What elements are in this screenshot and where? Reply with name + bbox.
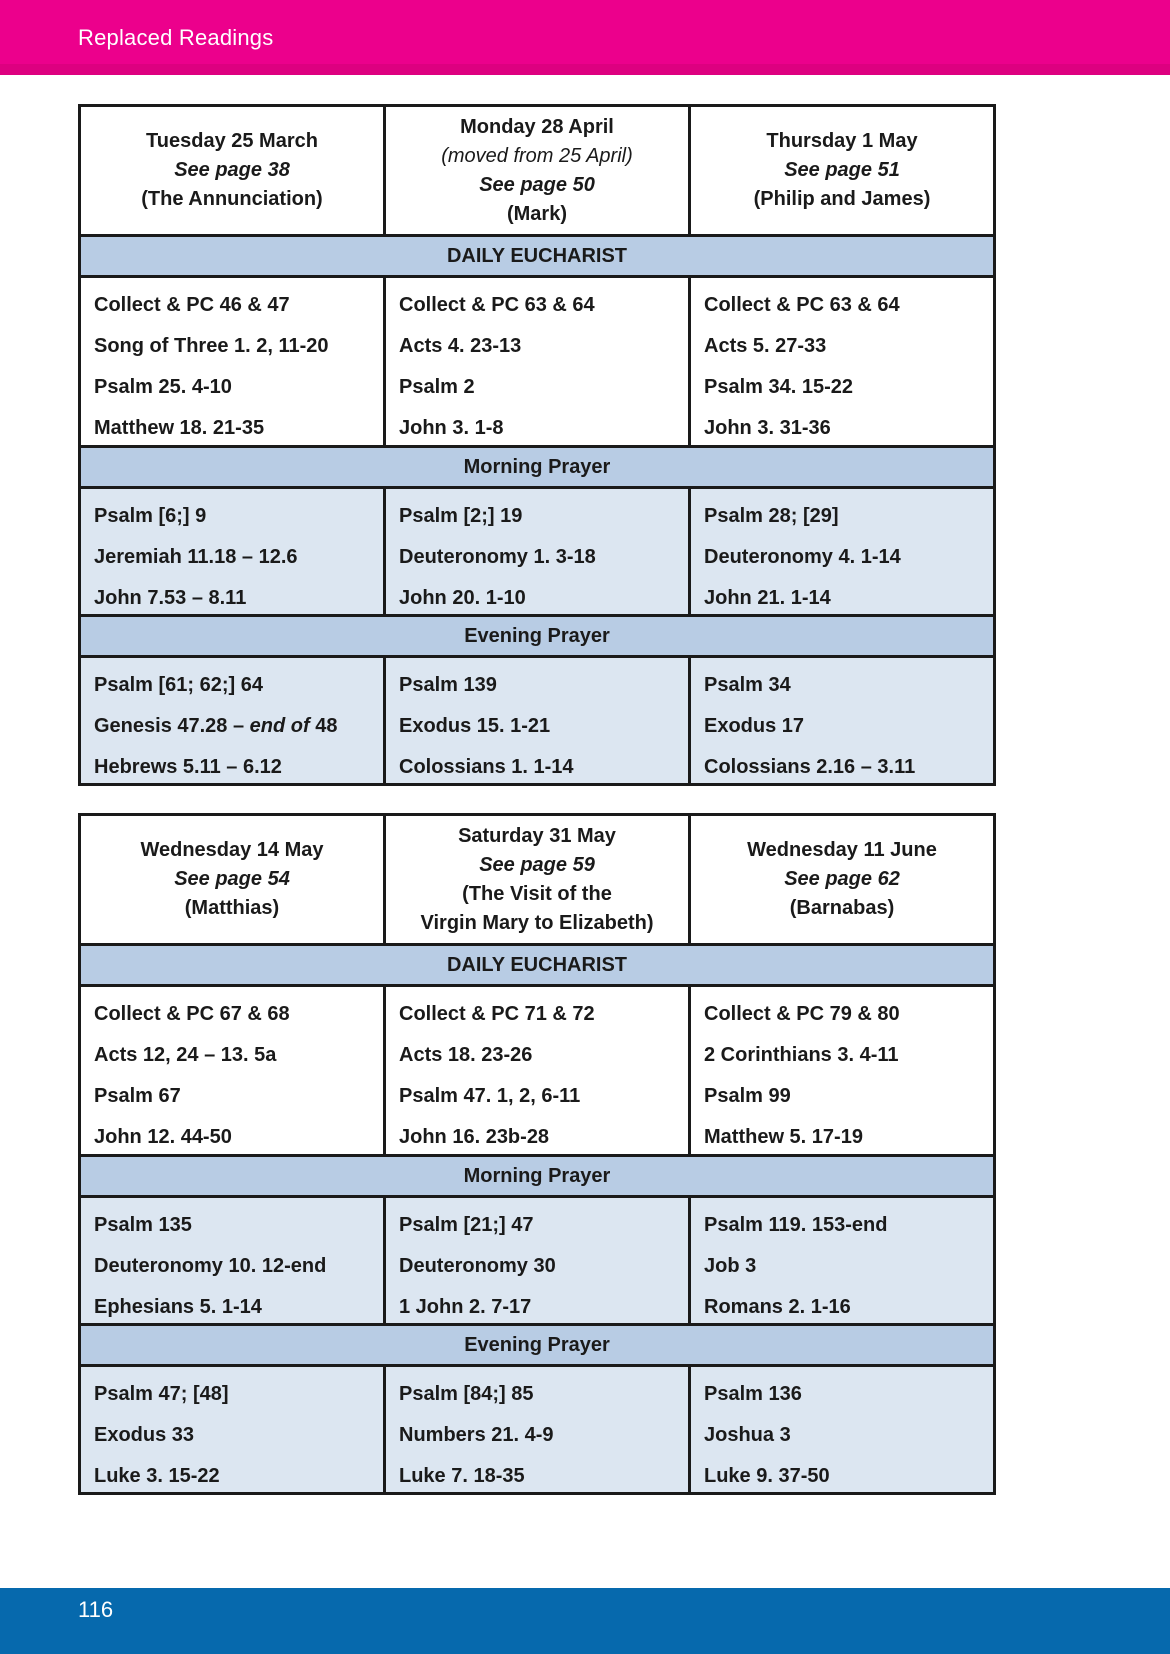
- reading-line: Matthew 18. 21-35: [94, 417, 265, 439]
- reading-line: Song of Three 1. 2, 11-20: [94, 335, 329, 357]
- reading-line: Psalm 28; [29]: [704, 505, 839, 527]
- readings-cell: [688, 987, 993, 1154]
- reading-line: Luke 9. 37-50: [704, 1465, 830, 1487]
- reading-line: Collect & PC 79 & 80: [704, 1003, 900, 1025]
- reading-line: Psalm 139: [399, 674, 497, 696]
- reading-line: Matthew 5. 17-19: [704, 1126, 863, 1148]
- reading-line: Acts 4. 23-13: [399, 335, 522, 357]
- reading-line: Collect & PC 63 & 64: [399, 294, 595, 316]
- reading-line: Acts 5. 27-33: [704, 335, 827, 357]
- reading-line: Luke 3. 15-22: [94, 1465, 220, 1487]
- reading-line: John 20. 1-10: [399, 587, 526, 609]
- section-row-evening-prayer: [81, 1364, 993, 1492]
- readings-cell: [81, 1198, 383, 1323]
- reading-line: John 3. 31-36: [704, 417, 831, 439]
- reading-line: Psalm 99: [704, 1085, 791, 1107]
- readings-cell: [81, 987, 383, 1154]
- reading-line: 1 John 2. 7-17: [399, 1296, 532, 1318]
- reading-line: John 7.53 – 8.11: [94, 587, 247, 609]
- readings-cell: [688, 278, 993, 445]
- readings-table-2: [78, 813, 996, 1495]
- section-band-morning-prayer: Morning Prayer: [81, 1154, 993, 1195]
- column-header: [81, 816, 383, 943]
- reading-line: Collect & PC 67 & 68: [94, 1003, 290, 1025]
- column-header: [688, 816, 993, 943]
- column-feast: (Matthias): [184, 897, 280, 919]
- section-row-morning-prayer: [81, 486, 993, 614]
- column-header: [81, 107, 383, 234]
- reading-line: Hebrews 5.11 – 6.12: [94, 756, 282, 778]
- readings-cell: [383, 987, 688, 1154]
- reading-line: Psalm 135: [94, 1214, 192, 1236]
- column-feast: (Mark): [506, 202, 567, 225]
- section-band-daily-eucharist: DAILY EUCHARIST: [81, 943, 993, 984]
- readings-cell: [383, 658, 688, 783]
- reading-line: Psalm 34: [704, 674, 791, 696]
- readings-cell: [81, 658, 383, 783]
- table-header-row: [81, 107, 993, 234]
- column-date: Wednesday 11 June: [747, 839, 937, 861]
- reading-line: Genesis 47.28 – end of 48: [94, 715, 338, 737]
- reading-line: Job 3: [704, 1255, 757, 1277]
- reading-line: Romans 2. 1-16: [704, 1296, 851, 1318]
- reading-line: Collect & PC 63 & 64: [704, 294, 900, 316]
- reading-line: Luke 7. 18-35: [399, 1465, 525, 1487]
- column-see-page: See page 50: [479, 173, 595, 196]
- section-row-morning-prayer: [81, 1195, 993, 1323]
- column-see-page: See page 54: [174, 868, 290, 890]
- section-band-evening-prayer: Evening Prayer: [81, 614, 993, 655]
- reading-line: Deuteronomy 30: [399, 1255, 556, 1277]
- reading-line: John 3. 1-8: [399, 417, 504, 439]
- column-date: Thursday 1 May: [766, 130, 918, 152]
- reading-line: Psalm [6;] 9: [94, 505, 207, 527]
- column-moved-note: (moved from 25 April): [441, 144, 633, 167]
- readings-cell: [688, 489, 993, 614]
- readings-cell: [383, 489, 688, 614]
- readings-cell: [81, 489, 383, 614]
- readings-cell: [81, 1367, 383, 1492]
- readings-cell: [688, 1367, 993, 1492]
- readings-cell: [688, 1198, 993, 1323]
- section-row-daily-eucharist: [81, 984, 993, 1154]
- reading-line: Psalm [84;] 85: [399, 1383, 534, 1405]
- section-band-evening-prayer: Evening Prayer: [81, 1323, 993, 1364]
- reading-line: John 21. 1-14: [704, 587, 831, 609]
- reading-line: Exodus 33: [94, 1424, 195, 1446]
- column-feast: (The Visit of the Virgin Mary to Elizabeth): [420, 882, 654, 934]
- column-see-page: See page 38: [174, 159, 290, 181]
- readings-cell: [81, 278, 383, 445]
- reading-line: Deuteronomy 4. 1-14: [704, 546, 901, 568]
- readings-cell: [383, 1198, 688, 1323]
- reading-line: Psalm 2: [399, 376, 475, 398]
- readings-cell: [688, 658, 993, 783]
- reading-line: Acts 18. 23-26: [399, 1044, 533, 1066]
- section-row-daily-eucharist: [81, 275, 993, 445]
- section-row-evening-prayer: [81, 655, 993, 783]
- column-header: [383, 107, 688, 234]
- reading-line: Psalm 136: [704, 1383, 802, 1405]
- column-feast: (The Annunciation): [141, 188, 323, 210]
- reading-line: Psalm 34. 15-22: [704, 376, 853, 398]
- column-feast: (Barnabas): [789, 897, 895, 919]
- reading-line: Psalm 47; [48]: [94, 1383, 229, 1405]
- reading-line: Psalm [61; 62;] 64: [94, 674, 263, 696]
- column-date: Monday 28 April: [460, 115, 614, 138]
- reading-line: Acts 12, 24 – 13. 5a: [94, 1044, 277, 1066]
- page-footer-bar: [0, 1588, 1170, 1654]
- page-title: Replaced Readings: [78, 24, 274, 50]
- reading-line: Joshua 3: [704, 1424, 791, 1446]
- reading-line: Psalm [21;] 47: [399, 1214, 534, 1236]
- reading-line: Psalm 119. 153-end: [704, 1214, 888, 1236]
- reading-line: Psalm 47. 1, 2, 6-11: [399, 1085, 581, 1107]
- reading-line: Psalm [2;] 19: [399, 505, 523, 527]
- readings-cell: [383, 278, 688, 445]
- section-band-daily-eucharist: DAILY EUCHARIST: [81, 234, 993, 275]
- section-band-morning-prayer: Morning Prayer: [81, 445, 993, 486]
- reading-line: Ephesians 5. 1-14: [94, 1296, 262, 1318]
- reading-line: Jeremiah 11.18 – 12.6: [94, 546, 298, 568]
- column-see-page: See page 62: [784, 868, 900, 890]
- reading-line: Exodus 17: [704, 715, 805, 737]
- column-header: [383, 816, 688, 943]
- reading-line: Psalm 67: [94, 1085, 181, 1107]
- column-see-page: See page 59: [479, 853, 595, 876]
- reading-line: Collect & PC 46 & 47: [94, 294, 290, 316]
- reading-line: Exodus 15. 1-21: [399, 715, 551, 737]
- reading-line: Colossians 2.16 – 3.11: [704, 756, 916, 778]
- readings-cell: [383, 1367, 688, 1492]
- reading-line: Collect & PC 71 & 72: [399, 1003, 595, 1025]
- column-date: Wednesday 14 May: [140, 839, 324, 861]
- page-header-bar: [0, 0, 1170, 75]
- reading-line: Deuteronomy 1. 3-18: [399, 546, 596, 568]
- reading-line: John 16. 23b-28: [399, 1126, 550, 1148]
- table-header-row: [81, 816, 993, 943]
- reading-line: John 12. 44-50: [94, 1126, 232, 1148]
- reading-line: Numbers 21. 4-9: [399, 1424, 554, 1446]
- column-date: Tuesday 25 March: [146, 130, 318, 152]
- column-feast: (Philip and James): [753, 188, 931, 210]
- reading-line: Psalm 25. 4-10: [94, 376, 232, 398]
- page-number: 116: [78, 1597, 114, 1622]
- column-see-page: See page 51: [784, 159, 900, 181]
- reading-line: Deuteronomy 10. 12-end: [94, 1255, 327, 1277]
- column-header: [688, 107, 993, 234]
- readings-table-1: [78, 104, 996, 786]
- column-date: Saturday 31 May: [458, 824, 616, 847]
- reading-line: Colossians 1. 1-14: [399, 756, 574, 778]
- reading-line: 2 Corinthians 3. 4-11: [704, 1044, 899, 1066]
